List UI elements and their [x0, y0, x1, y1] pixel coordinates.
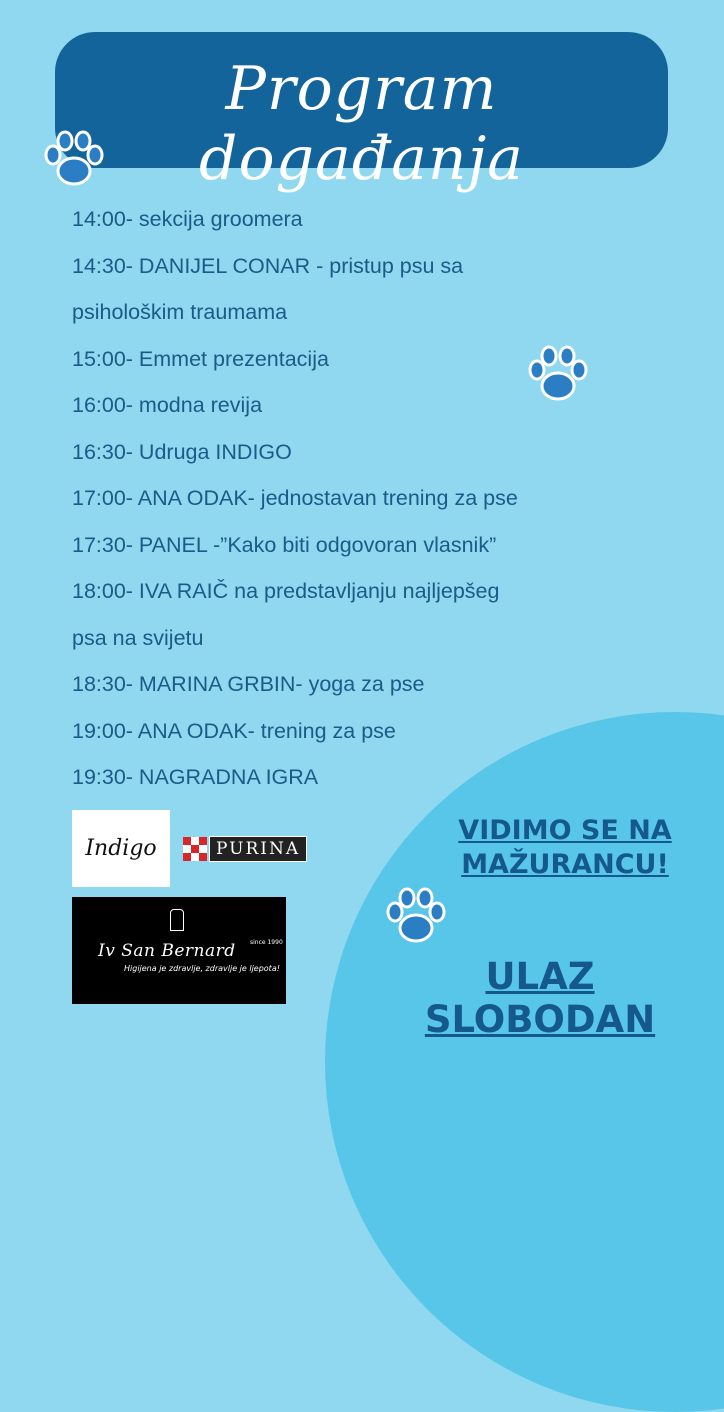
schedule-line: 15:00- Emmet prezentacija	[72, 346, 329, 371]
location-callout-line1: VIDIMO SE NA	[458, 815, 672, 846]
paw-print-icon	[40, 128, 108, 192]
schedule-line: 16:00- modna revija	[72, 393, 263, 417]
indigo-logo	[72, 810, 170, 887]
page-title: Program događanja	[199, 54, 524, 194]
schedule-list	[72, 196, 672, 801]
san-bernard-since: since 1990	[250, 939, 283, 946]
san-bernard-emblem-icon	[170, 909, 184, 931]
schedule-line: 18:00- IVA RAIČ na predstavljanju najljepšeg	[72, 579, 500, 603]
free-entry-callout: ULAZ SLOBODAN	[424, 955, 656, 1041]
purina-checkerboard-icon	[183, 837, 207, 861]
paw-print-icon	[382, 885, 450, 949]
purina-logo	[183, 835, 329, 863]
schedule-line: 16:30- Udruga INDIGO	[72, 439, 292, 464]
schedule-line: 17:00- ANA ODAK- jednostavan trening za pse	[72, 486, 518, 510]
title-banner	[55, 32, 668, 194]
schedule-line: psa na svijetu	[72, 625, 204, 650]
location-callout	[440, 814, 690, 882]
location-callout-line2: MAŽURANCU!	[461, 849, 669, 880]
schedule-line: 14:30- DANIJEL CONAR - pristup psu sa	[72, 253, 464, 278]
schedule-line: 19:00- ANA ODAK- trening za pse	[72, 718, 396, 743]
san-bernard-tagline: Higijena je zdravlje, zdravlje je ljepota!	[124, 964, 280, 973]
schedule-line: 19:30- NAGRADNA IGRA	[72, 765, 319, 789]
indigo-logo-text: Indigo	[85, 836, 157, 861]
schedule-line: psihološkim traumama	[72, 300, 288, 324]
schedule-line: 17:30- PANEL -”Kako biti odgovoran vlasnik”	[72, 532, 497, 557]
san-bernard-logo	[72, 897, 286, 1004]
san-bernard-name: Iv San Bernard	[98, 941, 236, 961]
schedule-line: 14:00- sekcija groomera	[72, 207, 303, 231]
schedule-line: 18:30- MARINA GRBIN- yoga za pse	[72, 672, 425, 696]
purina-logo-text: PURINA	[209, 836, 307, 862]
